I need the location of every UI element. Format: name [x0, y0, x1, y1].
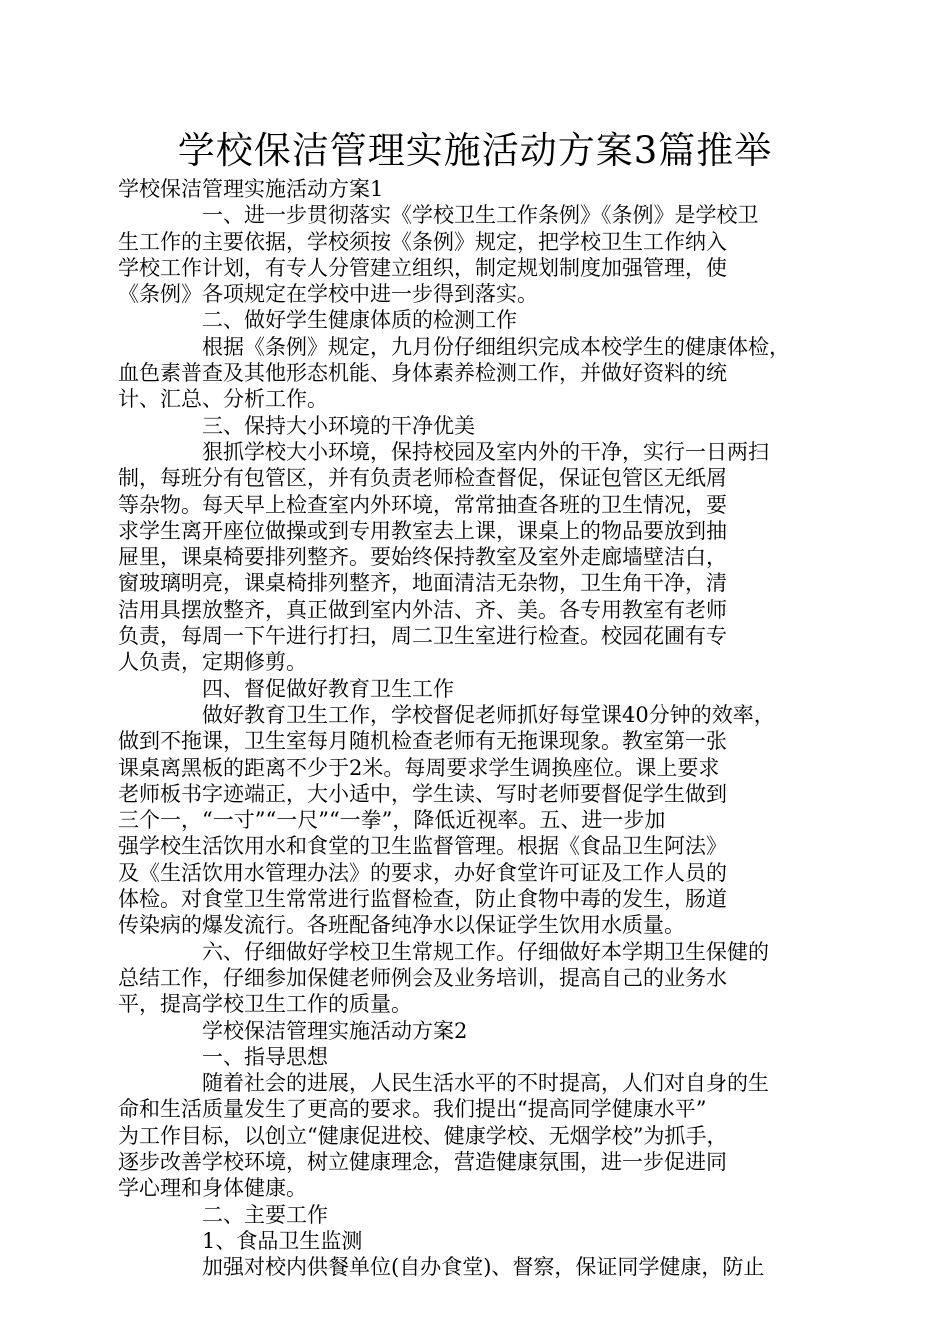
text-line: 人负责，定期修剪。: [118, 650, 307, 675]
text-line: 学心理和身体健康。: [118, 1176, 307, 1201]
text-line: 根据《条例》规定，九月份仔细组织完成本校学生的健康体检，: [202, 334, 790, 359]
document-body: [118, 176, 830, 1280]
text-line: 加强对校内供餐单位(自办食堂)、督察，保证同学健康，防止: [202, 1255, 765, 1280]
text-line: 求学生离开座位做操或到专用教室去上课，课桌上的物品要放到抽: [118, 518, 727, 543]
text-line: 四、督促做好教育卫生工作: [202, 676, 454, 701]
text-line: 学校保洁管理实施活动方案2: [202, 1018, 468, 1043]
text-line: 三、保持大小环境的干净优美: [202, 413, 475, 438]
text-line: 负责，每周一下午进行打扫，周二卫生室进行检查。校园花圃有专: [118, 624, 727, 649]
text-line: 1、食品卫生监测: [202, 1228, 363, 1253]
text-line: 平，提高学校卫生工作的质量。: [118, 992, 412, 1017]
text-line: 随着社会的进展，人民生活水平的不时提高，人们对自身的生: [202, 1071, 769, 1096]
text-line: 命和生活质量发生了更高的要求。我们提出“提高同学健康水平”: [118, 1097, 707, 1122]
text-line: 传染病的爆发流行。各班配备纯净水以保证学生饮用水质量。: [118, 913, 685, 938]
text-line: 等杂物。每天早上检查室内外环境，常常抽查各班的卫生情况，要: [118, 492, 727, 517]
text-line: 一、进一步贯彻落实《学校卫生工作条例》《条例》是学校卫: [202, 203, 759, 228]
text-line: 为工作目标，以创立“健康促进校、健康学校、无烟学校”为抓手，: [118, 1123, 728, 1148]
text-line: 学校保洁管理实施活动方案1: [118, 177, 384, 201]
text-line: 总结工作，仔细参加保健老师例会及业务培训，提高自己的业务水: [118, 965, 727, 990]
text-line: 二、主要工作: [202, 1202, 328, 1227]
text-line: 《条例》各项规定在学校中进一步得到落实。: [118, 282, 538, 307]
text-line: 逐步改善学校环境，树立健康理念，营造健康氛围，进一步促进同: [118, 1149, 727, 1174]
text-line: 强学校生活饮用水和食堂的卫生监督管理。根据《食品卫生阿法》: [118, 834, 727, 859]
text-line: 课桌离黑板的距离不少于2米。每周要求学生调换座位。课上要求: [118, 755, 720, 780]
text-line: 计、汇总、分析工作。: [118, 387, 328, 412]
text-line: 做到不拖课，卫生室每月随机检查老师有无拖课现象。教室第一张: [118, 729, 727, 754]
text-line: 老师板书字迹端正，大小适中，学生读、写时老师要督促学生做到: [118, 781, 727, 806]
text-line: 及《生活饮用水管理办法》的要求，办好食堂许可证及工作人员的: [118, 860, 727, 885]
text-line: 学校工作计划，有专人分管建立组织，制定规划制度加强管理，使: [118, 255, 727, 280]
text-line: 血色素普查及其他形态机能、身体素养检测工作，并做好资料的统: [118, 361, 727, 386]
text-line: 制，每班分有包管区，并有负责老师检查督促，保证包管区无纸屑: [118, 466, 727, 491]
text-line: 二、做好学生健康体质的检测工作: [202, 308, 517, 333]
text-line: 做好教育卫生工作，学校督促老师抓好每堂课40分钟的效率，: [202, 702, 775, 727]
text-line: 洁用具摆放整齐，真正做到室内外洁、齐、美。各专用教室有老师: [118, 597, 727, 622]
document-title: 学校保洁管理实施活动方案3篇推举: [177, 129, 773, 172]
text-line: 一、指导思想: [202, 1044, 328, 1069]
text-line: 体检。对食堂卫生常常进行监督检查，防止食物中毒的发生，肠道: [118, 887, 727, 912]
text-line: 生工作的主要依据，学校须按《条例》规定，把学校卫生工作纳入: [118, 229, 727, 254]
text-line: 窗玻璃明亮，课桌椅排列整齐，地面清洁无杂物，卫生角干净，清: [118, 571, 727, 596]
text-line: 三个一，“一寸”“一尺”“一拳”，降低近视率。五、进一步加: [118, 808, 666, 833]
text-line: 屉里，课桌椅要排列整齐。要始终保持教室及室外走廊墙壁洁白，: [118, 545, 727, 570]
text-line: 六、仔细做好学校卫生常规工作。仔细做好本学期卫生保健的: [202, 939, 769, 964]
text-line: 狠抓学校大小环境，保持校园及室内外的干净，实行一日两扫: [202, 439, 769, 464]
